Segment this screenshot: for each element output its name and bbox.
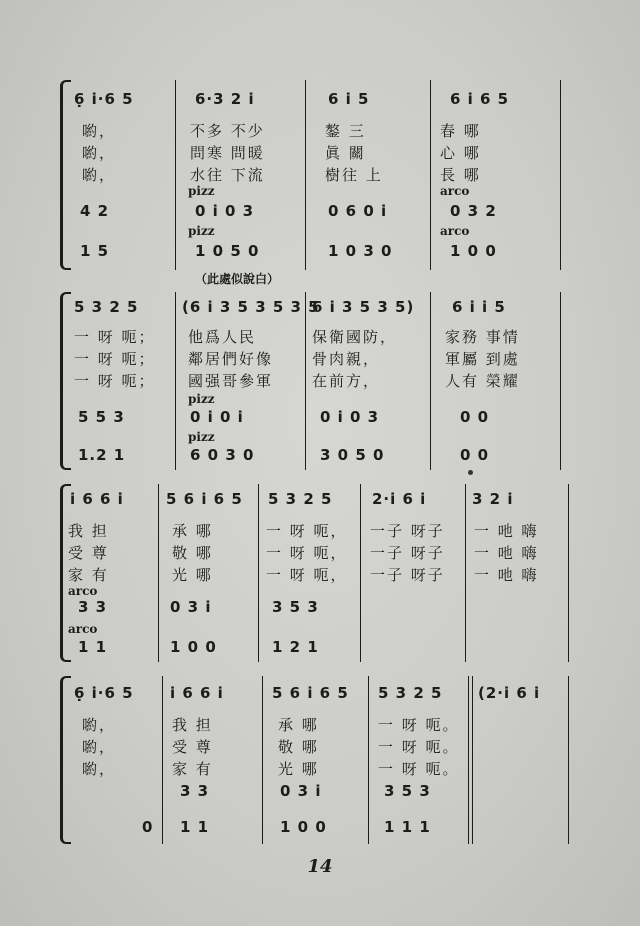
page-number: 14 bbox=[307, 856, 333, 877]
barline bbox=[258, 484, 259, 662]
barline bbox=[305, 80, 306, 270]
part1-measure: 5 5 3 bbox=[78, 408, 125, 426]
lyric: 一 呀 呃； bbox=[74, 328, 156, 346]
arco-marking: arco bbox=[68, 584, 98, 598]
part2-measure: 1 0 5 0 bbox=[195, 242, 260, 260]
part1-measure: 3 3 bbox=[180, 782, 210, 800]
barline bbox=[430, 80, 431, 270]
barline bbox=[360, 484, 361, 662]
lyric: 一 吔 嗨 bbox=[474, 522, 539, 540]
system-bracket bbox=[60, 80, 71, 270]
part1-measure: 0 3 i bbox=[280, 782, 322, 800]
part1-measure: 0 3 i bbox=[170, 598, 212, 616]
score-system-1 bbox=[60, 80, 570, 270]
barline bbox=[175, 292, 176, 470]
lyric: 鄰居們好像 bbox=[188, 350, 274, 368]
lyric: 一 呀 呃， bbox=[266, 566, 348, 584]
system-bracket bbox=[60, 676, 71, 844]
part1-measure: 0 i 0 i bbox=[190, 408, 244, 426]
lyric: 軍屬 到處 bbox=[445, 350, 520, 368]
melody-measure: i 6 6 i bbox=[70, 490, 124, 508]
arco-marking: arco bbox=[68, 622, 98, 636]
pizz-marking: pizz bbox=[188, 430, 215, 444]
lyric: 一子 呀子 bbox=[370, 522, 445, 540]
part2-measure: 1.2 1 bbox=[78, 446, 126, 464]
barline bbox=[468, 676, 469, 844]
lyric: 家 有 bbox=[172, 760, 213, 778]
lyric: 一 呀 呃。 bbox=[378, 716, 460, 734]
part1-measure: 0 3 2 bbox=[450, 202, 497, 220]
lyric: 我 担 bbox=[172, 716, 213, 734]
ink-speck bbox=[468, 470, 473, 475]
part1-measure: 3 3 bbox=[78, 598, 108, 616]
lyric: 一 吔 嗨 bbox=[474, 566, 539, 584]
lyric: 眞 關 bbox=[325, 144, 366, 162]
part2-measure: 1 0 3 0 bbox=[328, 242, 393, 260]
melody-measure: (6 i 3 5 3 5 3 5 bbox=[182, 298, 320, 316]
part2-measure: 1 0 0 bbox=[450, 242, 497, 260]
lyric: 光 哪 bbox=[278, 760, 319, 778]
lyric: 家務 事情 bbox=[445, 328, 520, 346]
lyric: 一子 呀子 bbox=[370, 544, 445, 562]
melody-measure: 6 i 6 5 bbox=[450, 90, 510, 108]
lyric: 喲， bbox=[82, 122, 117, 140]
lyric: 一 呀 呃； bbox=[74, 350, 156, 368]
lyric: 受 尊 bbox=[68, 544, 109, 562]
lyric: 在前方， bbox=[312, 372, 381, 390]
lyric: 家 有 bbox=[68, 566, 109, 584]
barline bbox=[162, 676, 163, 844]
melody-measure: 6̣ i·6 5 bbox=[74, 684, 134, 702]
part2-measure: 0 bbox=[142, 818, 154, 836]
lyric: 問寒 問暖 bbox=[190, 144, 265, 162]
lyric: 敬 哪 bbox=[172, 544, 213, 562]
lyric: 一 呀 呃； bbox=[74, 372, 156, 390]
part2-measure: 0 0 bbox=[460, 446, 490, 464]
lyric: 骨肉親， bbox=[312, 350, 381, 368]
lyric: 承 哪 bbox=[278, 716, 319, 734]
lyric: 喲， bbox=[82, 738, 117, 756]
barline bbox=[568, 484, 569, 662]
lyric: 敬 哪 bbox=[278, 738, 319, 756]
part1-measure: 3 5 3 bbox=[384, 782, 431, 800]
melody-measure: 5 6 i 6 5 bbox=[272, 684, 349, 702]
melody-measure: 5 3 2 5 bbox=[378, 684, 443, 702]
part2-measure: 1 2 1 bbox=[272, 638, 319, 656]
part2-measure: 1 0 0 bbox=[280, 818, 327, 836]
lyric: 光 哪 bbox=[172, 566, 213, 584]
barline bbox=[262, 676, 263, 844]
lyric: 不多 不少 bbox=[190, 122, 265, 140]
arco-marking: arco bbox=[440, 224, 470, 238]
part2-measure: 3 0 5 0 bbox=[320, 446, 385, 464]
melody-measure: 6̣ i·6 5 bbox=[74, 90, 134, 108]
lyric: 國强哥參軍 bbox=[188, 372, 274, 390]
lyric: 受 尊 bbox=[172, 738, 213, 756]
lyric: 我 担 bbox=[68, 522, 109, 540]
part2-measure: 1 0 0 bbox=[170, 638, 217, 656]
lyric: 他爲人民 bbox=[188, 328, 257, 346]
barline bbox=[465, 484, 466, 662]
barline bbox=[175, 80, 176, 270]
score-system-2 bbox=[60, 292, 570, 470]
barline bbox=[560, 80, 561, 270]
part1-measure: 0 i 0 3 bbox=[195, 202, 255, 220]
spoken-note: （此處似說白） bbox=[195, 272, 280, 286]
melody-measure: 5 3 2 5 bbox=[268, 490, 333, 508]
lyric: 一 吔 嗨 bbox=[474, 544, 539, 562]
system-bracket bbox=[60, 292, 71, 470]
lyric: 人有 榮耀 bbox=[445, 372, 520, 390]
part1-measure: 0 i 0 3 bbox=[320, 408, 380, 426]
barline bbox=[472, 676, 473, 844]
lyric: 一 呀 呃， bbox=[266, 544, 348, 562]
part2-measure: 1 1 bbox=[180, 818, 210, 836]
lyric: 一子 呀子 bbox=[370, 566, 445, 584]
part1-measure: 0 0 bbox=[460, 408, 490, 426]
part1-measure: 3 5 3 bbox=[272, 598, 319, 616]
barline bbox=[560, 292, 561, 470]
part1-measure: 0 6 0 i bbox=[328, 202, 388, 220]
barline bbox=[368, 676, 369, 844]
lyric: 水往 下流 bbox=[190, 166, 265, 184]
lyric: 一 呀 呃， bbox=[266, 522, 348, 540]
lyric: 長 哪 bbox=[440, 166, 481, 184]
part1-measure: 4 2 bbox=[80, 202, 110, 220]
part2-measure: 1 1 bbox=[78, 638, 108, 656]
melody-measure: (2·i 6 i bbox=[478, 684, 541, 702]
arco-marking: arco bbox=[440, 184, 470, 198]
lyric: 喲， bbox=[82, 716, 117, 734]
melody-measure: 2·i 6 i bbox=[372, 490, 427, 508]
lyric: 承 哪 bbox=[172, 522, 213, 540]
melody-measure: 3 2 i bbox=[472, 490, 514, 508]
lyric: 樹往 上 bbox=[325, 166, 383, 184]
lyric: 喲， bbox=[82, 144, 117, 162]
lyric: 一 呀 呃。 bbox=[378, 738, 460, 756]
melody-measure: 5 6 i 6 5 bbox=[166, 490, 243, 508]
lyric: 一 呀 呃。 bbox=[378, 760, 460, 778]
part2-measure: 6 0 3 0 bbox=[190, 446, 255, 464]
part2-measure: 1 5 bbox=[80, 242, 110, 260]
melody-measure: 5 3 2 5 bbox=[74, 298, 139, 316]
pizz-marking: pizz bbox=[188, 184, 215, 198]
lyric: 喲， bbox=[82, 760, 117, 778]
lyric: 喲， bbox=[82, 166, 117, 184]
pizz-marking: pizz bbox=[188, 392, 215, 406]
melody-measure: 6 i 3 5 3 5) bbox=[312, 298, 415, 316]
pizz-marking: pizz bbox=[188, 224, 215, 238]
melody-measure: 6 i 5 bbox=[328, 90, 370, 108]
melody-measure: 6·3 2 i bbox=[195, 90, 255, 108]
part2-measure: 1 1 1 bbox=[384, 818, 431, 836]
melody-measure: 6 i i 5 bbox=[452, 298, 506, 316]
lyric: 心 哪 bbox=[440, 144, 481, 162]
barline bbox=[568, 676, 569, 844]
lyric: 春 哪 bbox=[440, 122, 481, 140]
lyric: 保衛國防， bbox=[312, 328, 398, 346]
score-system-4 bbox=[60, 676, 570, 844]
melody-measure: i 6 6 i bbox=[170, 684, 224, 702]
barline bbox=[158, 484, 159, 662]
barline bbox=[305, 292, 306, 470]
score-system-3 bbox=[60, 484, 570, 662]
barline bbox=[430, 292, 431, 470]
lyric: 鏊 三 bbox=[325, 122, 366, 140]
